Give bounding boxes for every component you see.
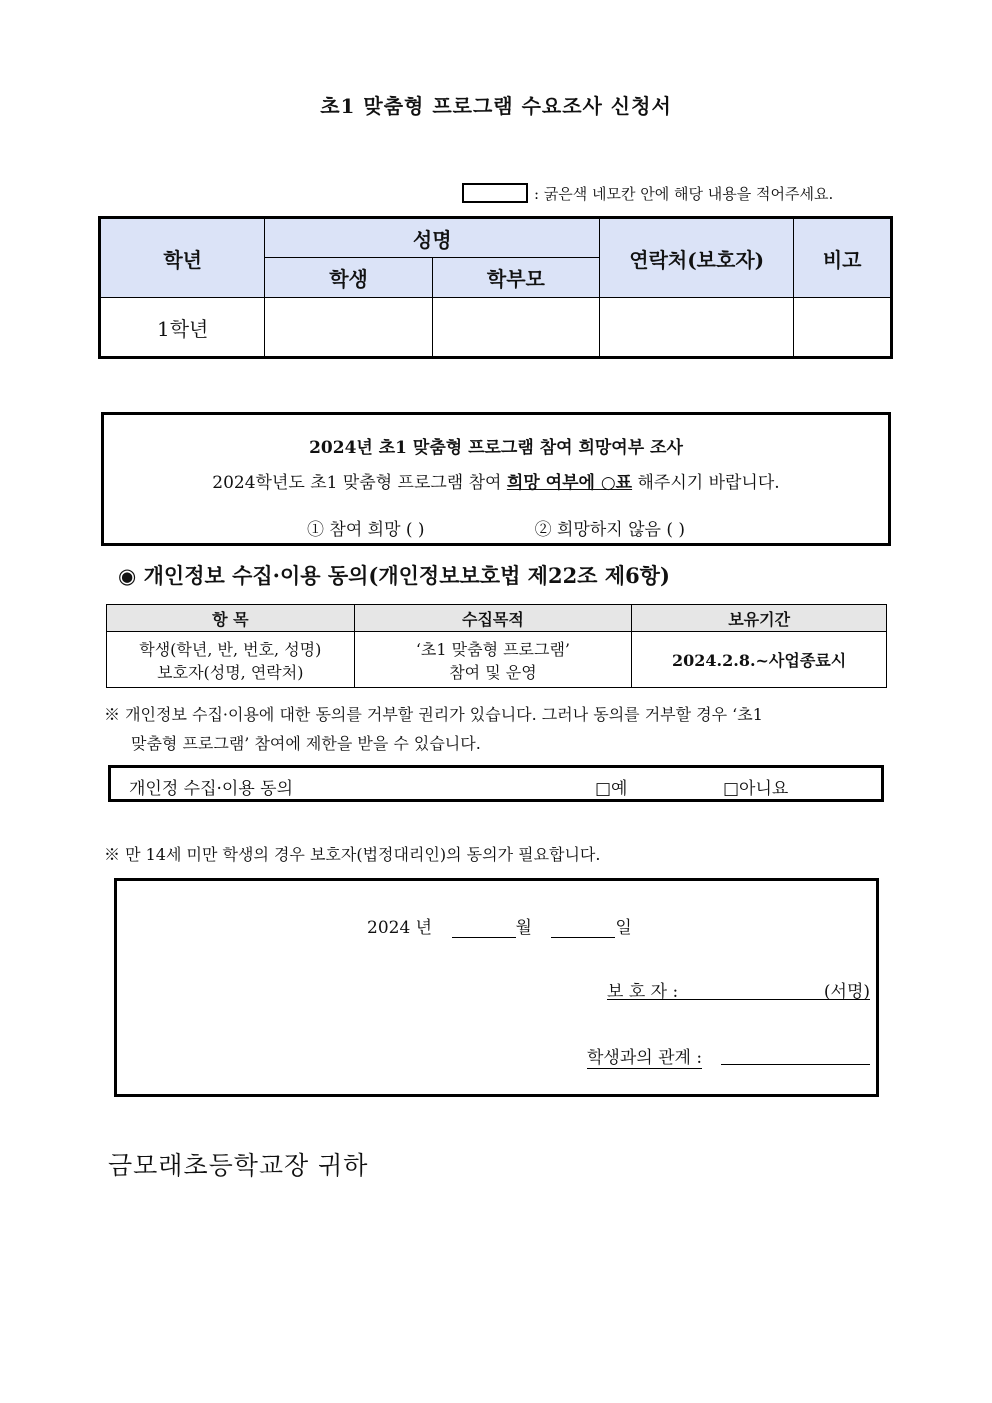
- items-line1: 학생(학년, 반, 번호, 성명): [139, 639, 322, 659]
- date-line: [367, 913, 632, 938]
- parent-name-field[interactable]: [432, 298, 599, 358]
- consent-label: 개인정 수집·이용 동의: [129, 779, 294, 799]
- items-header: 항 목: [107, 605, 355, 632]
- applicant-table: [98, 216, 893, 359]
- note-header: 비고: [794, 218, 892, 298]
- relation-label: 학생과의 관계 :: [587, 1043, 702, 1069]
- student-name-field[interactable]: [265, 298, 432, 358]
- relation-field[interactable]: [721, 1043, 870, 1065]
- note-field[interactable]: [794, 298, 892, 358]
- purpose-line1: ‘초1 맞춤형 프로그램’: [415, 639, 571, 659]
- privacy-table: [106, 604, 887, 688]
- privacy-note-line1: ※ 개인정보 수집·이용에 대한 동의를 거부할 권리가 있습니다. 그러나 동의를 거부할 경우 ‘초1: [104, 705, 763, 724]
- legend: [462, 180, 902, 206]
- guardian-signature-line[interactable]: [607, 977, 870, 1000]
- survey-text-underlined: 희망 여부에 ○표: [506, 473, 633, 493]
- date-month: 월: [515, 918, 532, 938]
- option-not-participate[interactable]: ② 희망하지 않음 ( ): [534, 520, 685, 540]
- parent-header: 학부모: [432, 258, 599, 298]
- page-title: 초1 맞춤형 프로그램 수요조사 신청서: [320, 94, 672, 118]
- date-day: 일: [615, 918, 632, 938]
- option-participate[interactable]: ① 참여 희망 ( ): [307, 520, 425, 540]
- legend-box-sample: [462, 183, 528, 203]
- contact-field[interactable]: [600, 298, 794, 358]
- purpose-line2: 참여 및 운영: [449, 662, 537, 682]
- guardian-note: ※ 만 14세 미만 학생의 경우 보호자(법정대리인)의 동의가 필요합니다.: [104, 845, 601, 864]
- privacy-note-line2: 맞춤형 프로그램’ 참여에 제한을 받을 수 있습니다.: [131, 734, 481, 753]
- consent-yes-checkbox[interactable]: □예: [595, 779, 628, 799]
- survey-instruction: [104, 468, 888, 493]
- student-header: 학생: [265, 258, 432, 298]
- items-line2: 보호자(성명, 연락처): [157, 662, 304, 682]
- consent-no-checkbox[interactable]: □아니요: [723, 779, 789, 799]
- items-cell: [107, 632, 355, 688]
- consent-box: [108, 765, 884, 802]
- date-year: 2024 년: [367, 918, 433, 938]
- survey-text-after: 해주시기 바랍니다.: [632, 473, 780, 493]
- retention-header: 보유기간: [632, 605, 887, 632]
- purpose-cell: [354, 632, 632, 688]
- guardian-label: 보 호 자 :: [607, 982, 679, 1002]
- day-blank[interactable]: [551, 919, 615, 938]
- grade-value: 1학년: [100, 298, 265, 358]
- legend-text: : 굵은색 네모칸 안에 해당 내용을 적어주세요.: [534, 184, 834, 203]
- survey-text-before: 2024학년도 초1 맞춤형 프로그램 참여: [212, 473, 507, 493]
- survey-title: 2024년 초1 맞춤형 프로그램 참여 희망여부 조사: [309, 438, 683, 458]
- addressee: 금모래초등학교장 귀하: [108, 1151, 369, 1180]
- privacy-note: [104, 700, 904, 758]
- relation-line: [587, 1043, 870, 1068]
- signature-box: [114, 878, 879, 1097]
- retention-cell: 2024.2.8.~사업종료시: [632, 632, 887, 688]
- name-header: 성명: [265, 218, 600, 258]
- contact-header: 연락처(보호자): [600, 218, 794, 298]
- grade-header: 학년: [100, 218, 265, 298]
- signature-label: (서명): [823, 982, 870, 1002]
- month-blank[interactable]: [452, 919, 516, 938]
- purpose-header: 수집목적: [354, 605, 632, 632]
- participation-survey: [101, 412, 891, 546]
- privacy-section-title: ◉ 개인정보 수집·이용 동의(개인정보보호법 제22조 제6항): [118, 563, 670, 588]
